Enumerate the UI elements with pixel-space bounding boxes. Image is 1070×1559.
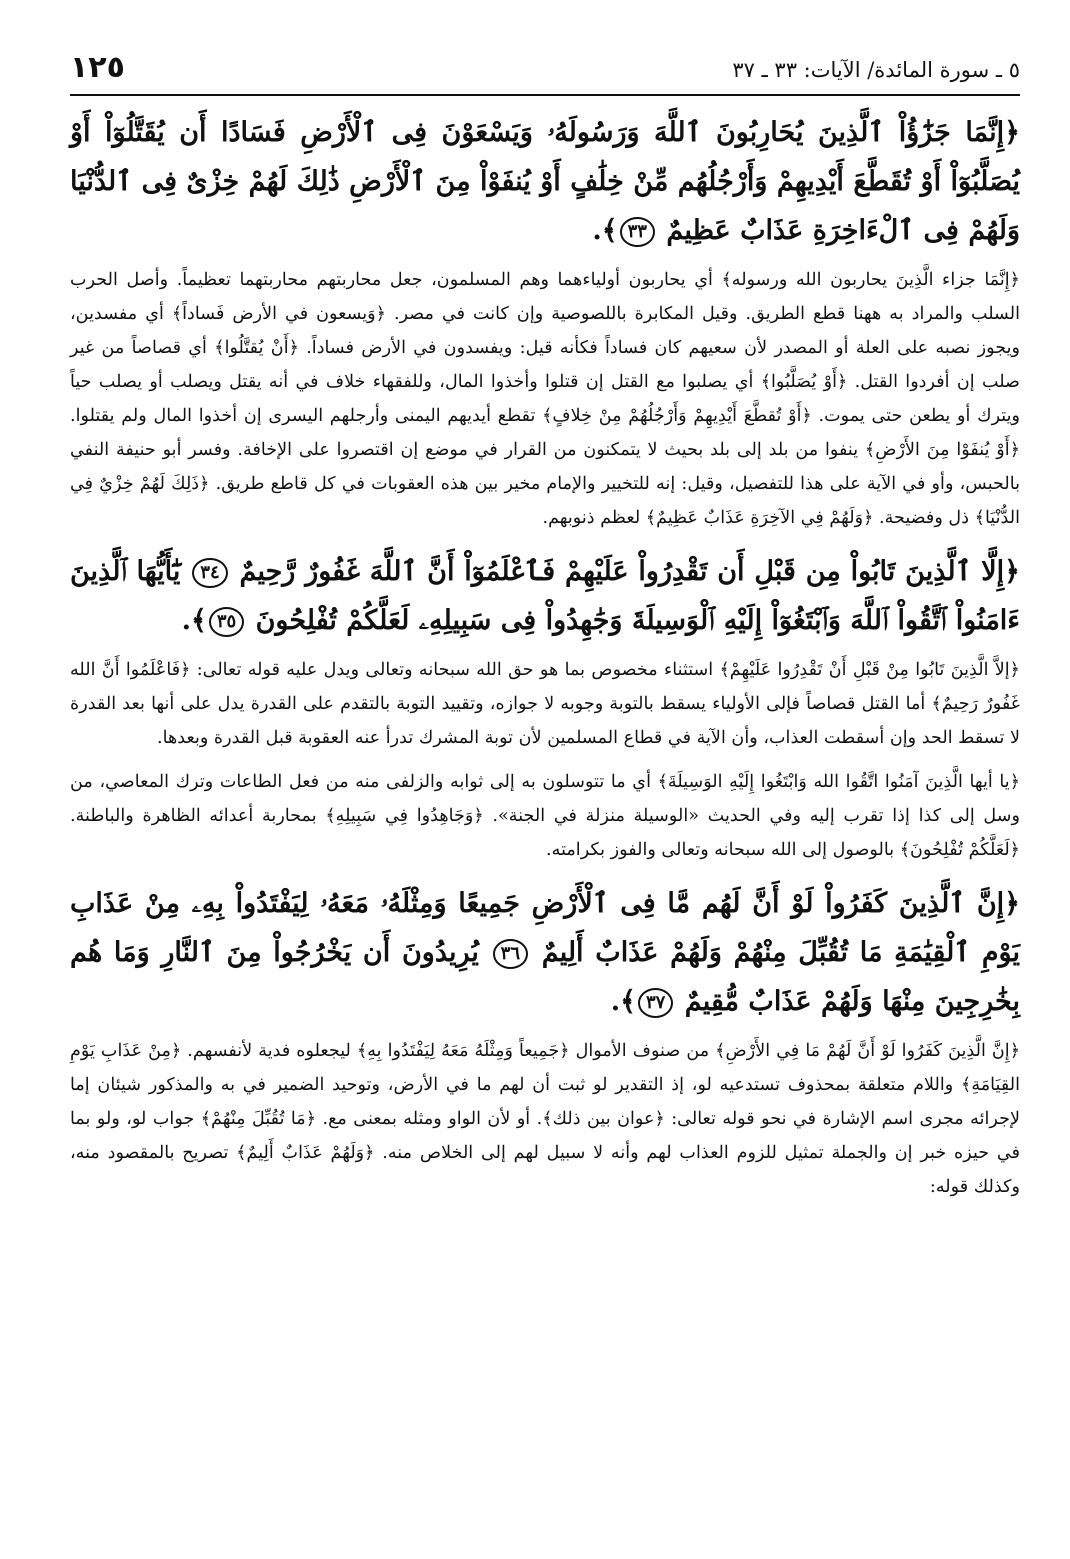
commentary-paragraph: ﴿إِنَّمَا جزاء الَّذِينَ يحاربون الله ورسوله﴾ أي يحاربون أولياءهما وهم المسلمون، جعل محاربتهم محاربتهما تعظيماً. وأصل الحرب السلب والمراد به ههنا قطع الطريق. وقيل المكابرة باللصوصية وإن كانت في مصر. ﴿وَيسعون في الأرض فَساداً﴾ أي مفسدين، ويجوز نصبه على العلة أو المصدر لأن سعيهم كان فساداً فكأنه قيل: ويفسدون في الأرض فساداً. ﴿أَنْ يُقتَّلُوا﴾ أي قصاصاً من غير صلب إن أفردوا القتل. ﴿أَوْ يُصَلَّبُوا﴾ أي يصلبوا مع القتل إن قتلوا وأخذوا المال، وللفقهاء خلاف في أنه يقتل ويصلب أو يصلب حياً ويترك أو يطعن حتى يموت. ﴿أَوْ تُقطَّعَ أَيْدِيهِمْ وَأَرْجُلُهُمْ مِنْ خِلافٍ﴾ تقطع أيديهم اليمنى وأرجلهم اليسرى إن أخذوا المال ولم يقتلوا. ﴿أَوْ يُنفَوْا مِنَ الأَرْضِ﴾ ينفوا من بلد إلى بلد بحيث لا يتمكنون من القرار في موضع إن اقتصروا على الإخافة. وفسر أبو حنيفة النفي بالحبس، وأو في الآية على هذا للتفصيل، وقيل: إنه للتخيير والإمام مخير بين هذه العقوبات في كل قاطع طريق. ﴿ذَلِكَ لَهُمْ خِزْيٌ فِي الدُّنْيَا﴾ ذل وفضيحة. ﴿وَلَهُمْ فِي الآخِرَةِ عَذَابٌ عَظِيمٌ﴾ لعظم ذنوبهم. [70, 270, 1020, 528]
page-number: ١٢٥ [70, 50, 125, 85]
verse-text: يَٰٓأَيُّهَا ٱلَّذِينَ ءَامَنُواْ ٱتَّقُواْ ٱللَّهَ وَٱبْتَغُوٓاْ إِلَيْهِ ٱلْوَسِيلَةَ وَجَٰهِدُواْ فِى سَبِيلِهِۦ لَعَلَّكُمْ تُفْلِحُونَ [70, 556, 1020, 636]
verse-block-33 [70, 108, 1020, 255]
ayah-number-marker: ٣٦ [493, 939, 528, 969]
ayah-number-marker: ٣٥ [209, 607, 244, 637]
verse-text: يُرِيدُونَ أَن يَخْرُجُواْ مِنَ ٱلنَّارِ وَمَا هُم بِخَٰرِجِينَ مِنْهَا وَلَهُمْ عَذَابٌ مُّقِيمٌ [70, 937, 1020, 1017]
commentary-paragraph: ﴿إلاَّ الَّذِينَ تَابُوا مِنْ قَبْلِ أَنْ تَقْدِرُوا عَلَيْهِمْ﴾ استثناء مخصوص بما هو حق الله سبحانه وتعالى ويدل عليه قوله تعالى: ﴿فَاعْلَمُوا أَنَّ الله غَفُورٌ رَحِيمٌ﴾ أما القتل قصاصاً فإلى الأولياء يسقط بالتوبة وجوبه لا جوازه، وتقييد التوبة بالتقدم على القدرة يدل على أنها بعد القدرة لا تسقط الحد وإن أسقطت العذاب، وأن الآية في قطاع المسلمين لأن توبة المشرك تدرأ عنه العقوبة قبل القدرة وبعدها. [70, 660, 1020, 748]
verse-block-34-35 [70, 547, 1020, 645]
running-title: ٥ ـ سورة المائدة/ الآيات: ٣٣ ـ ٣٧ [732, 58, 1020, 82]
verse-end: ﴾. [592, 215, 618, 246]
verse-text: ﴿إِلَّا ٱلَّذِينَ تَابُواْ مِن قَبْلِ أَن تَقْدِرُواْ عَلَيْهِمْ فَٱعْلَمُوٓاْ أَنَّ ٱللَّهَ غَفُورٌ رَّحِيمٌ [239, 556, 1021, 587]
verse-text: ﴿إِنَّ ٱلَّذِينَ كَفَرُواْ لَوْ أَنَّ لَهُم مَّا فِى ٱلْأَرْضِ جَمِيعًا وَمِثْلَهُۥ مَعَهُۥ لِيَفْتَدُواْ بِهِۦ مِنْ عَذَابِ يَوْمِ ٱلْقِيَٰمَةِ مَا تُقُبِّلَ مِنْهُمْ وَلَهُمْ عَذَابٌ أَلِيمٌ [70, 888, 1021, 968]
commentary-paragraph: ﴿إِنَّ الَّذِينَ كَفَرُوا لَوْ أَنَّ لَهُمْ مَا فِي الأَرْضِ﴾ من صنوف الأموال ﴿جَمِيعاً وَمِثْلَهُ مَعَهُ لِيَفْتَدُوا بِهِ﴾ ليجعلوه فدية لأنفسهم. ﴿مِنْ عَذَابِ يَوْمِ القِيَامَةِ﴾ واللام متعلقة بمحذوف تستدعيه لو، إذ التقدير لو ثبت أن لهم ما في الأرض، وتوحيد الضمير في به والمذكور شيئان إما لإجرائه مجرى اسم الإشارة في نحو قوله تعالى: ﴿عوان بين ذلك﴾. أو لأن الواو ومثله بمعنى مع. ﴿مَا تُقُبِّلَ مِنْهُمْ﴾ جواب لو، ولو بما في حيزه خبر إن والجملة تمثيل للزوم العذاب لهم وأنه لا سبيل لهم إلى الخلاص منه. ﴿وَلَهُمْ عَذَابٌ أَلِيمٌ﴾ تصريح بالمقصود منه، وكذلك قوله: [70, 1041, 1020, 1197]
ayah-number-marker: ٣٤ [192, 558, 227, 588]
page-header [70, 48, 1020, 96]
verse-text: ﴿إِنَّمَا جَزَٰٓؤُاْ ٱلَّذِينَ يُحَارِبُونَ ٱللَّهَ وَرَسُولَهُۥ وَيَسْعَوْنَ فِى ٱلْأَرْضِ فَسَادًا أَن يُقَتَّلُوٓاْ أَوْ يُصَلَّبُوٓاْ أَوْ تُقَطَّعَ أَيْدِيهِمْ وَأَرْجُلُهُم مِّنْ خِلَٰفٍ أَوْ يُنفَوْاْ مِنَ ٱلْأَرْضِ ذَٰلِكَ لَهُمْ خِزْىٌ فِى ٱلدُّنْيَا وَلَهُمْ فِى ٱلْءَاخِرَةِ عَذَابٌ عَظِيمٌ [70, 117, 1020, 246]
verse-end: ﴾. [181, 605, 207, 636]
verse-block-36-37 [70, 879, 1020, 1026]
ayah-number-marker: ٣٣ [620, 217, 655, 247]
verse-end: ﴾. [610, 986, 637, 1017]
commentary-paragraph: ﴿يا أيها الَّذِينَ آمَنُوا اتَّقُوا الله وَابْتَغُوا إِلَيْهِ الوَسِيلَةَ﴾ أي ما تتوسلون به إلى ثوابه والزلفى منه من فعل الطاعات وترك المعاصي، من وسل إلى كذا إذا تقرب إليه وفي الحديث «الوسيلة منزلة في الجنة». ﴿وَجَاهِدُوا فِي سَبِيلِهِ﴾ بمحاربة أعدائه الظاهرة والباطنة. ﴿لَعَلَّكُمْ تُفْلِحُونَ﴾ بالوصول إلى الله سبحانه وتعالى والفوز بكرامته. [70, 772, 1020, 860]
ayah-number-marker: ٣٧ [638, 988, 673, 1018]
page [70, 48, 1020, 1214]
